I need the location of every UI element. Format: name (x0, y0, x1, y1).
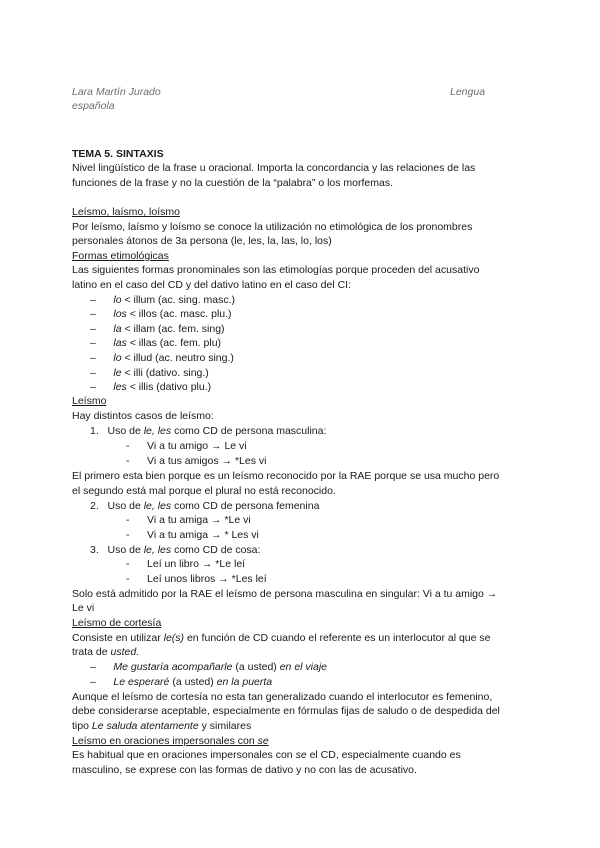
cortesia-paragraph-line-3 (72, 719, 251, 734)
cortesia-paragraph-line-2: debe considerarse aceptable, especialmente en fórmulas fijas de saludo o de despedida del (72, 705, 500, 717)
cortesia-line-1 (72, 631, 491, 646)
case-number: 3. (90, 544, 99, 556)
leismo-case-2 (90, 499, 319, 514)
section-heading-impersonales (72, 734, 269, 749)
leismo-closing-line-2: Le vi (72, 602, 95, 614)
example-text: Vi a tu amiga → *Le vi (147, 514, 251, 526)
text-run: trata de (72, 646, 111, 658)
subject-line-1: Lengua (450, 86, 486, 98)
text-run: Consiste en utilizar (72, 632, 164, 644)
etymological-form-item (90, 293, 235, 308)
form-origin: < illas (ac. fem. plu) (126, 337, 222, 349)
case-3-example-2 (126, 572, 267, 587)
text-run: y similares (198, 720, 252, 732)
bullet-mark: - (126, 514, 130, 526)
example-italic: en el viaje (279, 661, 327, 673)
impersonales-line-2: masculino, se exprese con las formas de dativo y no con las de acusativo. (72, 764, 417, 776)
leismo-closing-line-1: Solo está admitido por la RAE el leísmo de persona masculina en singular: Vi a tu amigo → (72, 588, 498, 600)
case-1-paragraph-line-2: el segundo está mal porque el plural no está reconocido. (72, 485, 336, 497)
cortesia-line-2 (72, 645, 139, 660)
bullet-mark: - (126, 573, 130, 585)
case-2-example-2 (126, 528, 259, 543)
example-text: Vi a tus amigos → *Les vi (147, 455, 267, 467)
spacer (96, 381, 114, 393)
case-number: 1. (90, 425, 99, 437)
spacer (96, 352, 114, 364)
spacer (96, 308, 114, 320)
case-text-end: como CD de persona femenina (171, 500, 320, 512)
form-pronoun: les (113, 381, 127, 393)
italic-word: usted. (110, 646, 140, 658)
section-paragraph-line-1: Por leísmo, laísmo y loísmo se conoce la utilización no etimológica de los pronombres (72, 221, 473, 233)
dash-mark: – (90, 676, 96, 688)
formas-paragraph-line-2: latino en el caso del CD y del dativo latino en el caso del CI: (72, 279, 351, 291)
case-3-example-1 (126, 557, 245, 572)
form-pronoun: los (113, 308, 127, 320)
italic-phrase: Le saluda atentamente (91, 720, 199, 732)
section-heading-leismo-laismo-loismo: Leísmo, laísmo, loísmo (72, 206, 180, 218)
example-text: Leí unos libros → *Les leí (147, 573, 267, 585)
case-text: Uso de (107, 544, 144, 556)
spacer (96, 294, 114, 306)
case-pronoun: le, les (143, 544, 172, 556)
dash-mark: – (90, 381, 96, 393)
intro-line-2: funciones de la frase y no la cuestión de la “palabra” o los morfemas. (72, 177, 394, 189)
spacer (96, 367, 114, 379)
dash-mark: – (90, 294, 96, 306)
text-run: tipo (72, 720, 92, 732)
form-origin: < illam (ac. fem. sing) (121, 323, 225, 335)
subject-line-2: española (72, 100, 115, 112)
example-italic: Me gustaría acompañarle (113, 661, 233, 673)
case-1-example-2 (126, 454, 266, 469)
impersonales-line-1 (72, 748, 461, 763)
case-1-example-1 (126, 439, 247, 454)
form-origin: < illis (dativo plu.) (126, 381, 212, 393)
form-pronoun: lo (113, 294, 122, 306)
case-text-end: como CD de persona masculina: (171, 425, 327, 437)
cortesia-example-1 (90, 660, 327, 675)
case-text: Uso de (107, 500, 144, 512)
case-text: Uso de (107, 425, 144, 437)
page-title: TEMA 5. SINTAXIS (72, 148, 164, 160)
text-run: en función de CD cuando el referente es un interlocutor al que se (184, 632, 491, 644)
case-pronoun: le, les (143, 425, 172, 437)
case-2-example-1 (126, 513, 251, 528)
formas-paragraph-line-1: Las siguientes formas pronominales son las etimologías porque proceden del acusativo (72, 264, 480, 276)
dash-mark: – (90, 337, 96, 349)
case-number: 2. (90, 500, 99, 512)
cortesia-paragraph-line-1: Aunque el leísmo de cortesía no esta tan generalizado cuando el interlocutor es femenino, (72, 691, 493, 703)
example-text: Vi a tu amigo → Le vi (147, 440, 247, 452)
example-text: Vi a tu amiga → * Les vi (147, 529, 259, 541)
form-origin: < illos (ac. masc. plu.) (126, 308, 232, 320)
bullet-mark: - (126, 440, 130, 452)
subheading-formas-etimologicas: Formas etimológicas (72, 250, 169, 262)
example-text: Leí un libro → *Le leí (147, 558, 246, 570)
example-plain: (a usted) (232, 661, 280, 673)
case-text-end: como CD de cosa: (171, 544, 261, 556)
dash-mark: – (90, 323, 96, 335)
spacer (96, 323, 114, 335)
dash-mark: – (90, 661, 96, 673)
form-pronoun: las (113, 337, 127, 349)
form-origin: < illum (ac. sing. masc.) (121, 294, 236, 306)
text-run: Leísmo en oraciones impersonales con (72, 735, 258, 747)
etymological-form-item (90, 380, 211, 395)
cortesia-example-2 (90, 675, 272, 690)
case-1-paragraph-line-1: El primero esta bien porque es un leísmo reconocido por la RAE porque se usa mucho pero (72, 470, 500, 482)
author-name: Lara Martín Jurado (72, 86, 161, 98)
etymological-form-item (90, 336, 221, 351)
bullet-mark: - (126, 455, 130, 467)
section-paragraph-line-2: personales átonos de 3a persona (le, les, la, las, lo, los) (72, 235, 332, 247)
etymological-form-item (90, 322, 225, 337)
italic-word: se (257, 735, 269, 747)
case-pronoun: le, les (143, 500, 172, 512)
etymological-form-item (90, 351, 234, 366)
form-origin: < illud (ac. neutro sing.) (121, 352, 234, 364)
leismo-intro: Hay distintos casos de leísmo: (72, 410, 214, 422)
leismo-case-1 (90, 424, 326, 439)
italic-word: se (295, 749, 307, 761)
dash-mark: – (90, 308, 96, 320)
spacer (96, 337, 114, 349)
section-heading-leismo: Leísmo (72, 395, 107, 407)
bullet-mark: - (126, 558, 130, 570)
dash-mark: – (90, 367, 96, 379)
example-italic: Le esperaré (113, 676, 170, 688)
example-italic: en la puerta (216, 676, 273, 688)
form-pronoun: la (113, 323, 122, 335)
example-plain: (a usted) (169, 676, 217, 688)
italic-pronoun: le(s) (163, 632, 185, 644)
etymological-form-item (90, 307, 232, 322)
intro-line-1: Nivel lingüístico de la frase u oracional. Importa la concordancia y las relaciones de las (72, 162, 476, 174)
text-run: el CD, especialmente cuando es (306, 749, 461, 761)
bullet-mark: - (126, 529, 130, 541)
text-run: Es habitual que en oraciones impersonales con (72, 749, 296, 761)
etymological-form-item (90, 366, 209, 381)
form-pronoun: lo (113, 352, 122, 364)
section-heading-leismo-cortesia: Leísmo de cortesía (72, 617, 162, 629)
form-origin: < illi (dativo. sing.) (121, 367, 209, 379)
leismo-case-3 (90, 543, 260, 558)
form-pronoun: le (113, 367, 122, 379)
dash-mark: – (90, 352, 96, 364)
